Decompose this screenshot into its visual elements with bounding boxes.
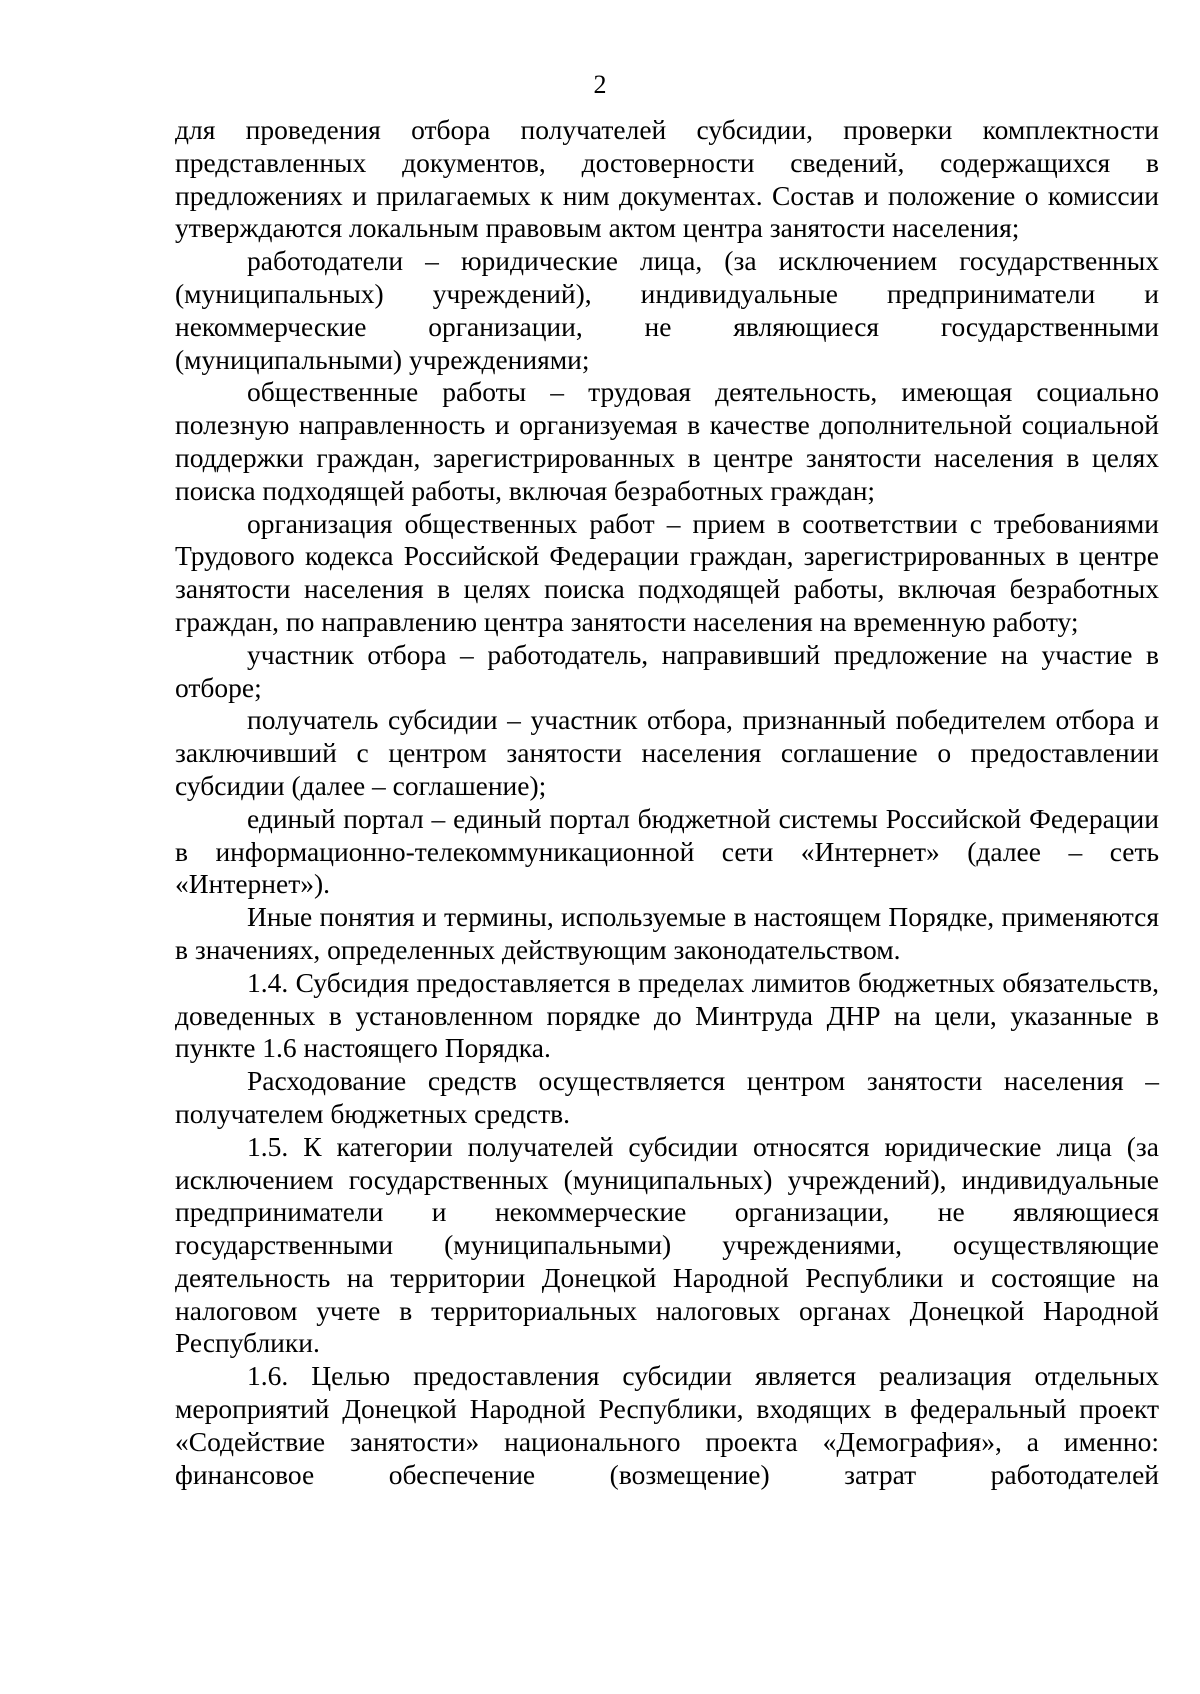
- paragraph-spending: Расходование средств осуществляется центром занятости населения – получателем бюджетных средств.: [175, 1065, 1159, 1129]
- paragraph-organization-of-public-works: организация общественных работ – прием в соответствии с требованиями Трудового кодекса Российской Федерации граждан, зарегистрированных в центре занятости населения в целях поиска подходящей работы, включая безработных граждан, по направлению центра занятости населения на временную работу;: [175, 507, 1159, 637]
- paragraph-commission: для проведения отбора получателей субсидии, проверки комплектности представленных документов, достоверности сведений, содержащихся в предложениях и прилагаемых к ним документах. Состав и положение о комиссии утверждаются локальным правовым актом центра занятости населения;: [175, 114, 1159, 244]
- paragraph-clause-1-4: 1.4. Субсидия предоставляется в пределах лимитов бюджетных обязательств, доведенных в установленном порядке до Минтруда ДНР на цели, указанные в пункте 1.6 настоящего Порядка.: [175, 966, 1159, 1064]
- paragraph-clause-1-6: 1.6. Целью предоставления субсидии является реализация отдельных мероприятий Донецкой Народной Республики, входящих в федеральный проект «Содействие занятости» национального проекта «Демография», а именно: финансовое обеспечение (возмещение) затрат работодателей: [175, 1360, 1159, 1490]
- paragraph-selection-participant: участник отбора – работодатель, направивший предложение на участие в отборе;: [175, 638, 1159, 703]
- paragraph-other-terms: Иные понятия и термины, используемые в настоящем Порядке, применяются в значениях, определенных действующим законодательством.: [175, 901, 1159, 965]
- paragraph-clause-1-5: 1.5. К категории получателей субсидии относятся юридические лица (за исключением государственных (муниципальных) учреждений), индивидуальные предприниматели и некоммерческие организации, не являющиеся государственными (муниципальными) учреждениями, осуществляющие деятельность на территории Донецкой Народной Республики и состоящие на налоговом учете в территориальных налоговых органах Донецкой Народной Республики.: [175, 1130, 1159, 1359]
- document-body: [175, 114, 1159, 1491]
- paragraph-subsidy-recipient: получатель субсидии – участник отбора, признанный победителем отбора и заключивший с центром занятости населения соглашение о предоставлении субсидии (далее – соглашение);: [175, 704, 1159, 801]
- paragraph-unified-portal: единый портал – единый портал бюджетной системы Российской Федерации в информационно-телекоммуникационной сети «Интернет» (далее – сеть «Интернет»).: [175, 802, 1159, 900]
- paragraph-public-works-definition: общественные работы – трудовая деятельность, имеющая социально полезную направленность и организуемая в качестве дополнительной социальной поддержки граждан, зарегистрированных в центре занятости населения в целях поиска подходящей работы, включая безработных граждан;: [175, 376, 1159, 506]
- page-number: 2: [593, 70, 607, 99]
- paragraph-employers-definition: работодатели – юридические лица, (за исключением государственных (муниципальных) учреждений), индивидуальные предприниматели и некоммерческие организации, не являющиеся государственными (муниципальными) учреждениями;: [175, 245, 1159, 375]
